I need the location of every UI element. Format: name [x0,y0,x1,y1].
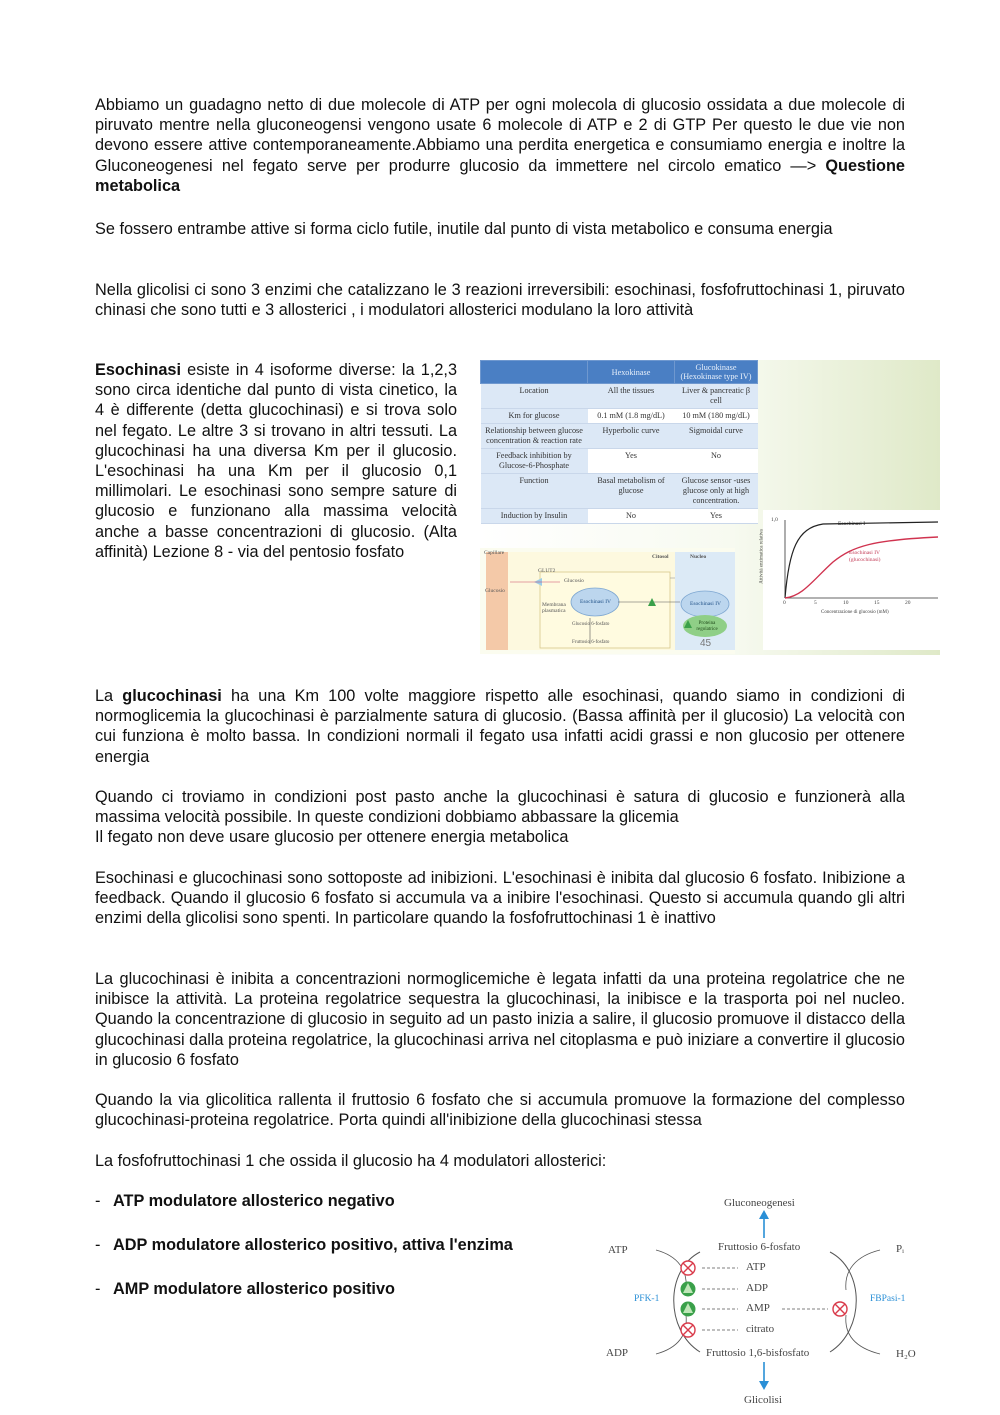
paragraph-post-pasto [95,787,905,848]
inhibitor-icon [681,1261,695,1275]
hexokinase-comparison-table [480,360,758,524]
table-row [481,384,758,409]
table-cell: Function [481,474,588,509]
label-glucosio-mid: Glucosio [564,578,584,584]
bullet-dash: - [95,1192,101,1210]
label-h2o: H₂O [896,1348,916,1360]
activator-icon [681,1282,696,1297]
paragraph-text: Abbiamo un guadagno netto di due molecole di ATP per ogni molecola di glucosio ossidata a due molecole di piruvato mentre nella gluconeogensi vengono usate 6 molecole di ATP e 2 di GTP Per questo le due vie non devono essere attive contemporaneamente.Abbiamo una perdita energetica e consumiamo energia e inoltre la Gluconeogenesi nel fegato serve per produrre glucosio da immettere nel circolo ematico —> [95,96,905,175]
table-cell: Yes [675,509,758,524]
list-item-text: AMP modulatore allosterico positivo [113,1280,395,1298]
label-atp-substrate: ATP [608,1244,628,1256]
table-cell: Hyperbolic curve [588,424,675,449]
graph-x-tick: 5 [814,600,817,606]
label-fbpasi-1: FBPasi-1 [870,1294,906,1304]
paragraph-text: ha una Km 100 volte maggiore rispetto alle esochinasi, quando siamo in condizioni di normoglicemia la glucochinasi è parzialmente satura di glucosio. (Bassa affinità per il glucosio) La velocità con cui funziona è molto bassa. In condizioni normali il fegato usa infatti acidi grassi e non glucosio per ottenere energia [95,687,905,766]
paragraph-futile-cycle: Se fossero entrambe attive si forma ciclo futile, inutile dal punto di vista metabolico e consuma energia [95,220,833,238]
hexokinase-figure [478,360,940,655]
graph-x-tick: 0 [783,600,786,606]
table-cell: Liver & pancreatic β cell [675,384,758,409]
legend-glucochinasi: (glucochinasi) [849,557,881,563]
bold-term: Questione metabolica [95,156,905,195]
h2o-in-arc [846,1315,880,1354]
kinetics-graph-svg [763,510,940,650]
label-modulator-adp: ADP [746,1282,769,1294]
table-cell: Glucose sensor -uses glucose only at high concentration. [675,474,758,509]
table-cell: No [675,449,758,474]
table-cell: No [588,509,675,524]
table-cell: Location [481,384,588,409]
table-header-cell [481,361,588,384]
inhibitor-icon [833,1302,847,1316]
paragraph-glucochinasi [95,686,905,767]
label-gluconeogenesi: Gluconeogenesi [724,1197,795,1209]
capillary-shape [486,552,508,650]
label-pi: Pᵢ [896,1243,904,1255]
list-item [95,1278,595,1322]
slide-page-number: 45 [700,638,712,649]
bold-term: Esochinasi [95,361,181,379]
table-header-cell: Hexokinase [588,361,675,384]
label-adp-product: ADP [606,1347,629,1359]
table-cell: Basal metabolism of glucose [588,474,675,509]
list-item [95,1234,595,1278]
graph-x-label: Concentrazione di glucosio (mM) [821,610,889,615]
graph-background [763,510,940,650]
table-row [481,409,758,424]
modulator-list [95,1190,595,1322]
label-g6p: Glucosio 6-fosfato [572,622,610,627]
table-cell: Sigmoidal curve [675,424,758,449]
label-citosol: Citosol [652,554,669,560]
graph-y-label: Attività enzimatica relativa [759,529,765,584]
table-row [481,449,758,474]
graph-y-tick: 1,0 [771,517,778,523]
table-cell: Relationship between glucose concentration & reaction rate [481,424,588,449]
table-row [481,424,758,449]
adp-out-arc [656,1315,686,1354]
label-fruttosio-6-fosfato: Fruttosio 6-fosfato [718,1241,801,1253]
pfk-regulation-diagram [600,1190,920,1410]
label-proteina: Proteina regolatrice [696,621,718,632]
list-item-text: ATP modulatore allosterico negativo [113,1192,395,1210]
paragraph-text: Il fegato non deve usare glucosio per ottenere energia metabolica [95,828,569,847]
table-cell: 10 mM (180 mg/dL) [675,409,758,424]
label-nucleo: Nucleo [690,554,707,560]
table-header-row [481,361,758,384]
paragraph-inibizioni: Esochinasi e glucochinasi sono sottoposte ad inibizioni. L'esochinasi è inibita dal glucosio 6 fosfato. Inibizione a feedback. Quando il glucosio 6 fosfato si accumula va a inibire l'esochinasi. Questo si accumula quando gli altri enzimi della glicolisi sono spenti. In particolare quando la fosfofruttochinasi 1 è inattivo [95,869,905,928]
paragraph-proteina-regolatrice: La glucochinasi è inibita a concentrazioni normoglicemiche è legata infatti da una proteina regolatrice che ne inibisce la attività. La proteina regolatrice sequestra la glucochinasi, la inibisce e la trasporta poi nel nucleo. Quando la concentrazione di glucosio in seguito ad un pasto inizia a salire, il glucosio promuove il distacco della glucochinasi dalla proteina regolatrice, la glucochinasi arriva nel citoplasma e può iniziare a convertire il glucosio in glucosio 6 fosfato [95,970,905,1069]
label-modulator-citrato: citrato [746,1323,775,1335]
label-capillare: Capillare [484,550,505,556]
label-pfk1: PFK-1 [634,1294,660,1304]
bold-term: glucochinasi [122,687,222,705]
legend-esochinasi-iv: Esochinasi IV [849,550,881,556]
label-esochinasi-iv-cytosol: Esochinasi IV [580,599,612,605]
table-row [481,509,758,524]
pi-out-arc [846,1250,880,1290]
label-glicolisi: Glicolisi [744,1394,782,1406]
bullet-dash: - [95,1280,101,1298]
paragraph-text: La [95,687,123,705]
label-fruttosio-1-6-bisfosfato: Fruttosio 1,6-bisfosfato [706,1347,810,1359]
down-arrow-icon [759,1381,769,1390]
paragraph-text: Quando ci troviamo in condizioni post pasto anche la glucochinasi è satura di glucosio e funzionerà alla massima velocità possibile. In queste condizioni dobbiamo abbassare la glicemia [95,788,905,827]
graph-x-tick: 15 [874,600,880,606]
activator-icon [681,1302,696,1317]
bullet-dash: - [95,1236,101,1254]
paragraph-irreversible-enzymes: Nella glicolisi ci sono 3 enzimi che catalizzano le 3 reazioni irreversibili: esochinasi, fosfofruttochinasi 1, piruvato chinasi che sono tutti e 3 allosterici , i modulatori allosterici modulano la loro attività [95,281,905,320]
legend-esochinasi-i: Esochinasi I [838,521,866,527]
table-cell: Yes [588,449,675,474]
liver-cell-diagram [480,548,735,654]
paragraph-fruttosio-6-fosfato: Quando la via glicolitica rallenta il fruttosio 6 fosfato che si accumula promuove la formazione del complesso glucochinasi-proteina regolatrice. Porta quindi all'inibizione della glucochinasi stessa [95,1091,905,1130]
paragraph-esochinasi [95,360,457,562]
table-cell: Feedback inhibition by Glucose-6-Phosphate [481,449,588,474]
list-item [95,1190,595,1234]
table-cell: Induction by Insulin [481,509,588,524]
table-row [481,474,758,509]
table-cell: Km for glucose [481,409,588,424]
paragraph-pfk-modulatori: La fosfofruttochinasi 1 che ossida il glucosio ha 4 modulatori allosterici: [95,1152,607,1170]
list-item-text: ADP modulatore allosterico positivo, attiva l'enzima [113,1236,513,1254]
kinetics-graph [759,510,940,650]
inhibitor-icon [681,1323,695,1337]
table-header-cell: Glucokinase (Hexokinase type IV) [675,361,758,384]
label-glut2: GLUT2 [538,568,556,574]
label-esochinasi-iv-nucleus: Esochinasi IV [690,601,722,607]
graph-x-tick: 20 [905,600,911,606]
table-cell: 0.1 mM (1.8 mg/dL) [588,409,675,424]
label-modulator-amp: AMP [746,1302,770,1314]
paragraph-text: esiste in 4 isoforme diverse: la 1,2,3 sono circa identiche dal punto di vista cinetico, la 4 è differente (detta glucochinasi) e si trova solo nel fegato. Le altre 3 si trovano in altri tessuti. La glucochinasi ha una diversa Km per il glucosio. L'esochinasi ha una Km per il glucosio 0,1 millimolari. Le esochinasi sono sempre sature di glucosio e funzionano alla massima velocità anche a basse concentrazioni di glucosio. (Alta affinità) Lezione 8 - via del pentosio fosfato [95,361,457,561]
label-modulator-atp: ATP [746,1261,766,1273]
label-membrana: Membrana plasmatica [542,602,566,614]
paragraph-atp-balance [95,95,905,196]
label-glucosio-left: Glucosio [485,588,505,594]
up-arrow-icon [759,1210,769,1219]
table-cell: All the tissues [588,384,675,409]
graph-x-tick: 10 [843,600,849,606]
label-f6p: Fruttosio 6-fosfato [572,640,610,645]
